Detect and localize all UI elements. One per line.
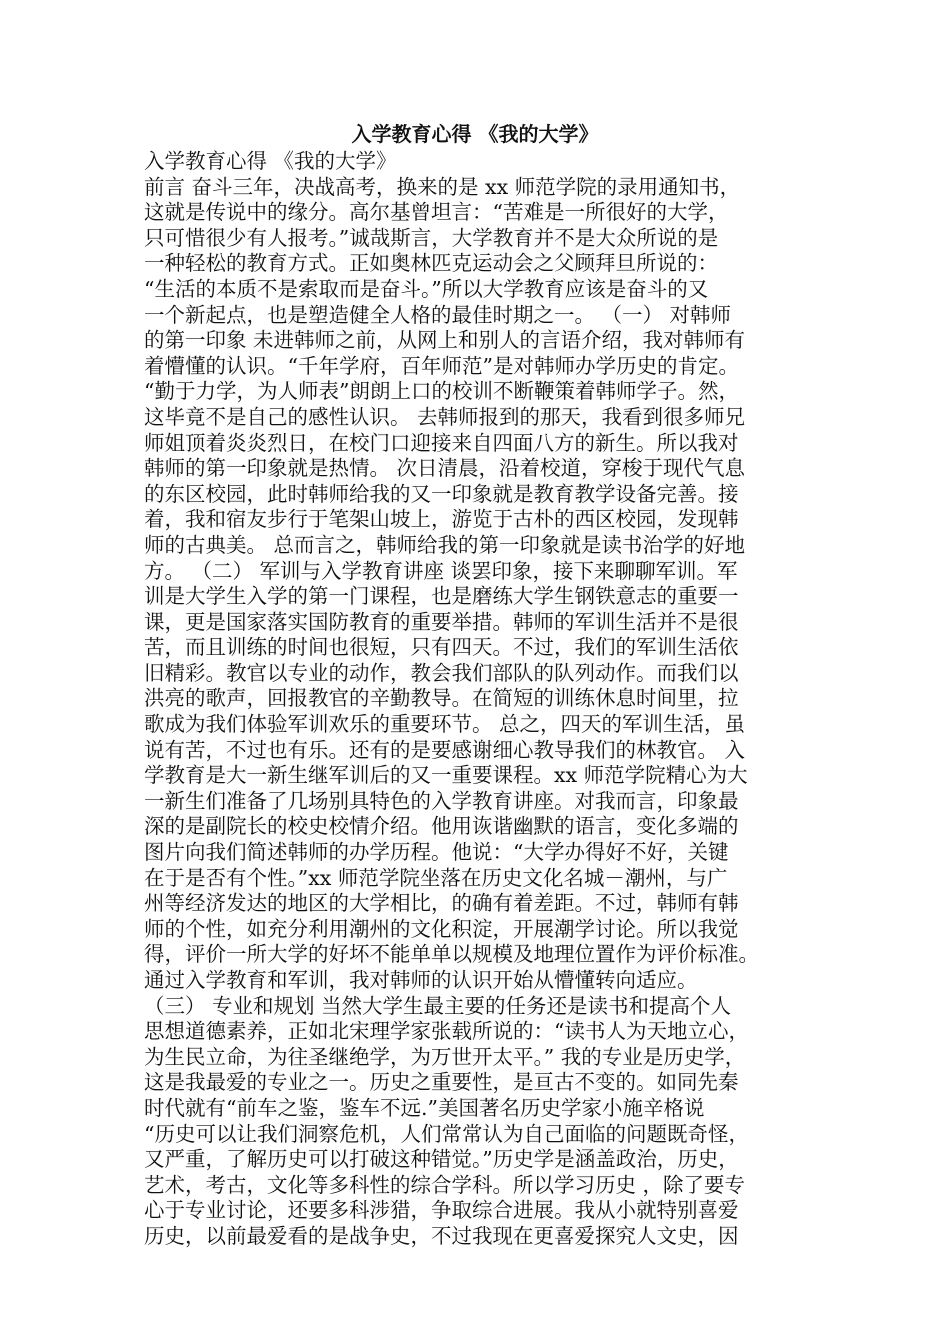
body-line: 旧精彩。教官以专业的动作，教会我们部队的队列动作。而我们以	[144, 660, 739, 685]
body-line: 历史，以前最爱看的是战争史，不过我现在更喜爱探究人文史，因	[144, 1223, 739, 1248]
body-line: 这就是传说中的缘分。高尔基曾坦言：“苦难是一所很好的大学，	[144, 200, 729, 225]
body-line: 苦，而且训练的时间也很短，只有四天。不过，我们的军训生活依	[144, 635, 739, 660]
body-line: 一种轻松的教育方式。正如奥林匹克运动会之父顾拜旦所说的：	[144, 251, 718, 276]
body-line: 一个新起点，也是塑造健全人格的最佳时期之一。 （一） 对韩师	[144, 302, 732, 327]
document-title: 入学教育心得 《我的大学》	[351, 122, 599, 146]
document-body	[144, 149, 824, 1250]
body-line: 思想道德素养，正如北宋理学家张载所说的：“读书人为天地立心，	[144, 1019, 749, 1044]
body-line: 心于专业讨论，还要多科涉猎，争取综合进展。我从小就特别喜爱	[144, 1198, 739, 1223]
body-line: “历史可以让我们洞察危机，人们常常认为自己面临的问题既奇怪，	[144, 1121, 749, 1146]
body-line: 着，我和宿友步行于笔架山坡上，游览于古朴的西区校园，发现韩	[144, 507, 739, 532]
body-line: 前言 奋斗三年，决战高考，换来的是 xx 师范学院的录用通知书，	[144, 174, 741, 199]
body-line: 师的古典美。 总而言之，韩师给我的第一印象就是读书治学的好地	[144, 532, 746, 557]
body-line: 这是我最爱的专业之一。历史之重要性，是亘古不变的。如同先秦	[144, 1070, 739, 1095]
body-line: 说有苦，不过也有乐。还有的是要感谢细心教导我们的林教官。 入	[144, 737, 746, 762]
body-line: 洪亮的歌声，回报教官的辛勤教导。在简短的训练休息时间里，拉	[144, 686, 739, 711]
body-line: 通过入学教育和军训，我对韩师的认识开始从懵懂转向适应。	[144, 968, 698, 992]
body-line: 训是大学生入学的第一门课程，也是磨练大学生钢铁意志的重要一	[144, 584, 739, 609]
body-line: 得，评价一所大学的好坏不能单单以规模及地理位置作为评价标准。	[144, 942, 759, 967]
body-line: 图片向我们简述韩师的办学历程。他说：“大学办得好不好，关键	[144, 840, 729, 865]
body-line: 时代就有“前车之鉴，鉴车不远.”美国著名历史学家小施辛格说	[144, 1095, 705, 1120]
body-line: 这毕竟不是自己的感性认识。 去韩师报到的那天，我看到很多师兄	[144, 404, 746, 429]
body-line: 州等经济发达的地区的大学相比，的确有着差距。不过，韩师有韩	[144, 891, 739, 916]
body-line: 课，更是国家落实国防教育的重要举措。韩师的军训生活并不是很	[144, 609, 739, 634]
body-line: 方。 （二） 军训与入学教育讲座 谈罢印象，接下来聊聊军训。军	[144, 558, 738, 583]
body-line: “勤于力学，为人师表”朗朗上口的校训不断鞭策着韩师学子。然，	[144, 379, 739, 404]
body-line: 入学教育心得 《我的大学》	[144, 149, 397, 173]
body-line: 在于是否有个性。”xx 师范学院坐落在历史文化名城－潮州，与广	[144, 865, 728, 890]
body-line: 学教育是大一新生继军训后的又一重要课程。xx 师范学院精心为大	[144, 763, 748, 788]
body-line: 的第一印象 未进韩师之前，从网上和别人的言语介绍，我对韩师有	[144, 328, 746, 353]
body-line: “生活的本质不是索取而是奋斗。”所以大学教育应该是奋斗的又	[144, 276, 709, 301]
body-line: 一新生们准备了几场别具特色的入学教育讲座。对我而言，印象最	[144, 788, 739, 813]
body-line: 艺术，考古，文化等多科性的综合学科。所以学习历史 ，除了要专	[144, 1172, 746, 1197]
body-line: 师的个性，如充分利用潮州的文化积淀，开展潮学讨论。所以我觉	[144, 916, 739, 941]
body-line: 又严重，了解历史可以打破这种错觉。”历史学是涵盖政治，历史，	[144, 1147, 739, 1172]
body-line: 的东区校园，此时韩师给我的又一印象就是教育教学设备完善。接	[144, 481, 739, 506]
body-line: 着懵懂的认识。“千年学府，百年师范”是对韩师办学历史的肯定。	[144, 353, 739, 378]
body-line: 只可惜很少有人报考。”诚哉斯言，大学教育并不是大众所说的是	[144, 225, 719, 250]
body-line: （三） 专业和规划 当然大学生最主要的任务还是读书和提高个人	[144, 993, 732, 1018]
body-line: 为生民立命，为往圣继绝学，为万世开太平。” 我的专业是历史学，	[144, 1044, 746, 1069]
body-line: 师姐顶着炎炎烈日，在校门口迎接来自四面八方的新生。所以我对	[144, 430, 739, 455]
body-line: 深的是副院长的校史校情介绍。他用诙谐幽默的语言，变化多端的	[144, 814, 739, 839]
body-line: 韩师的第一印象就是热情。 次日清晨，沿着校道，穿梭于现代气息	[144, 456, 746, 481]
body-line: 歌成为我们体验军训欢乐的重要环节。 总之，四天的军训生活，虽	[144, 712, 746, 737]
